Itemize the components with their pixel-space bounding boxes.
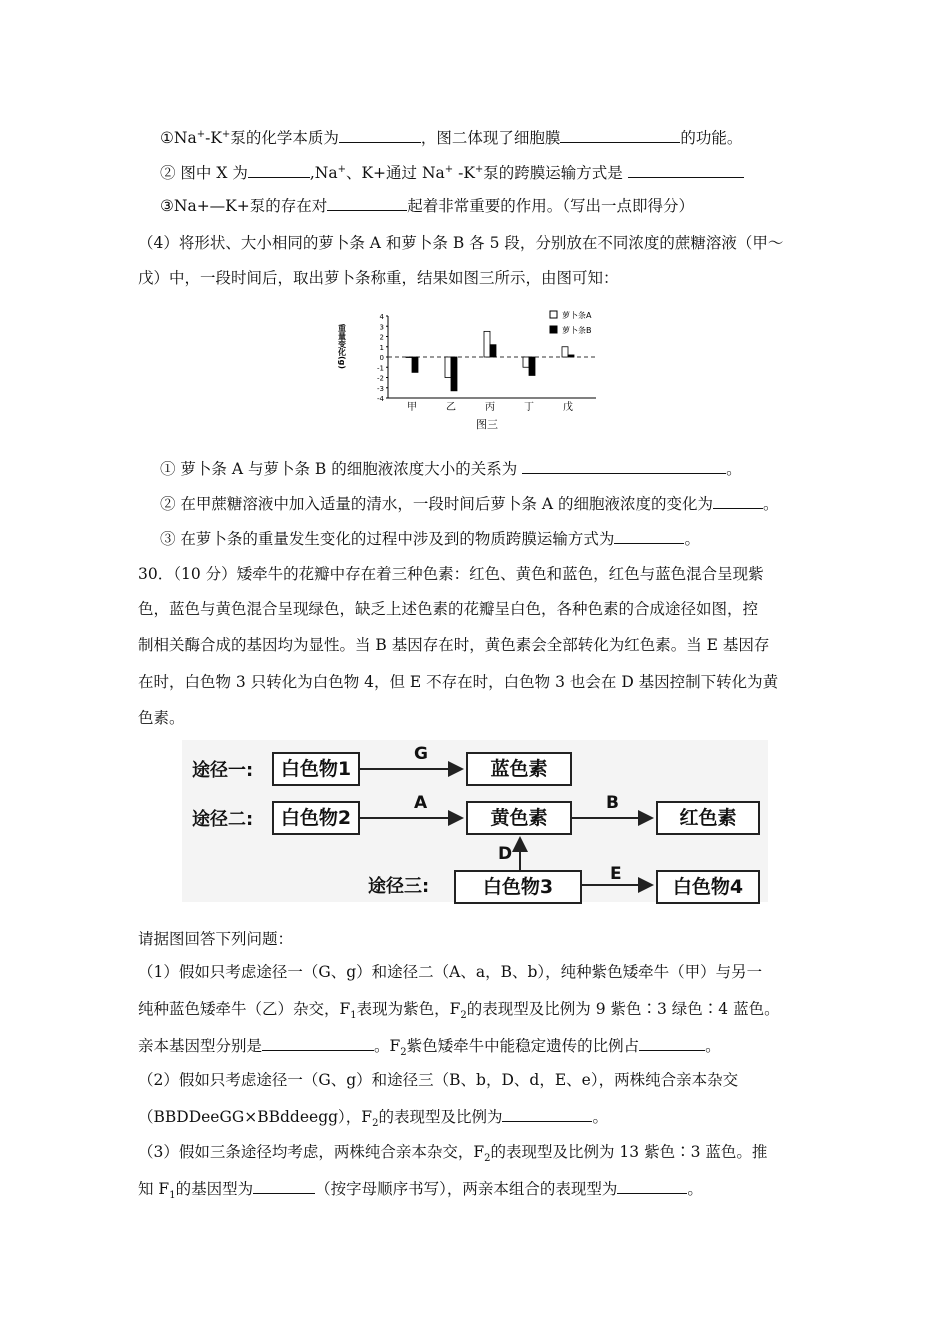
pigment-pathway-diagram bbox=[182, 740, 768, 902]
question-3-line-3: ③Na+—K+泵的存在对 起着非常重要的作用。（写出一点即得分） bbox=[160, 197, 695, 215]
legend-swatch-b bbox=[550, 326, 557, 333]
question-3-line-1: ①Na+-K+泵的化学本质为 ，图二体现了细胞膜 的功能。 bbox=[160, 129, 743, 148]
bar-b-3 bbox=[529, 357, 535, 375]
instruction: 请据图回答下列问题： bbox=[138, 930, 294, 948]
pathway-3-label: 途径三: bbox=[368, 876, 430, 897]
answer-blank[interactable] bbox=[253, 1178, 315, 1194]
box-yellow-pigment: 黄色素 bbox=[466, 801, 572, 835]
pathway-1-label: 途径一: bbox=[192, 760, 254, 781]
x-tick-label: 丙 bbox=[485, 402, 495, 413]
bar-a-0 bbox=[406, 357, 412, 358]
answer-blank[interactable] bbox=[339, 127, 421, 143]
box-white-substance-4: 白色物4 bbox=[656, 870, 760, 904]
enzyme-label-b: B bbox=[606, 793, 619, 813]
question-4-sub-2: ② 在甲蔗糖溶液中加入适量的清水，一段时间后萝卜条 A 的细胞液浓度的变化为 。 bbox=[160, 495, 779, 513]
sub-1-line-1: （1）假如只考虑途径一（G、g）和途径二（A、a，B、b），纯种紫色矮牵牛（甲）与另一 bbox=[138, 963, 763, 981]
sub-3-line-1: （3）假如三条途径均考虑，两株纯合亲本杂交，$F_2$的表现型及比例为 13 紫色∶3 蓝色。推 bbox=[138, 1143, 768, 1165]
y-tick-label: 1 bbox=[379, 343, 384, 352]
answer-blank[interactable] bbox=[522, 458, 726, 474]
y-tick-label: -2 bbox=[377, 374, 384, 383]
enzyme-label-g: G bbox=[414, 744, 428, 764]
sub-2-line-1: （2）假如只考虑途径一（G、g）和途径三（B、b，D、d，E、e），两株纯合亲本杂交 bbox=[138, 1071, 739, 1089]
bar-a-4 bbox=[562, 347, 568, 357]
enzyme-label-a: A bbox=[414, 793, 428, 813]
x-tick-label: 戊 bbox=[563, 402, 573, 413]
answer-blank[interactable] bbox=[560, 127, 680, 143]
bar-b-4 bbox=[568, 355, 574, 357]
question-30-line-4: 在时，白色物 3 只转化为白色物 4，但 E 不存在时，白色物 3 也会在 D 基因控制下转化为黄 bbox=[138, 673, 779, 691]
question-30-line-2: 色，蓝色与黄色混合呈现绿色，缺乏上述色素的花瓣呈白色，各种色素的合成途径如图，控 bbox=[138, 600, 759, 618]
answer-blank[interactable] bbox=[614, 528, 684, 544]
y-tick-label: -1 bbox=[377, 364, 384, 373]
bar-a-1 bbox=[445, 357, 451, 378]
y-tick-label: -4 bbox=[377, 395, 384, 403]
sub-1-line-2: 纯种蓝色矮牵牛（乙）杂交，$F_1$表现为紫色，$F_2$的表现型及比例为 9 紫色∶3 绿色∶4 蓝色。 bbox=[138, 1000, 780, 1022]
x-tick-label: 丁 bbox=[524, 402, 534, 413]
x-tick-label: 甲 bbox=[407, 402, 417, 413]
legend-label-a: 萝卜条A bbox=[562, 311, 592, 320]
answer-blank[interactable] bbox=[713, 493, 763, 509]
question-4-sub-1: ① 萝卜条 A 与萝卜条 B 的细胞液浓度大小的关系为 。 bbox=[160, 460, 742, 478]
sub-1-line-3: 亲本基因型分别是 。$F_2$紫色矮牵牛中能稳定遗传的比例占 。 bbox=[138, 1037, 721, 1059]
question-30-line-3: 制相关酶合成的基因均为显性。当 B 基因存在时，黄色素会全部转化为红色素。当 E 基因存 bbox=[138, 636, 770, 654]
box-white-substance-3: 白色物3 bbox=[454, 870, 582, 904]
answer-blank[interactable] bbox=[248, 162, 310, 178]
box-blue-pigment: 蓝色素 bbox=[466, 752, 572, 786]
x-tick-label: 乙 bbox=[446, 402, 456, 413]
y-tick-label: 3 bbox=[379, 323, 384, 332]
box-white-substance-2: 白色物2 bbox=[272, 801, 360, 835]
question-30-line-5: 色素。 bbox=[138, 709, 185, 727]
bar-chart-figure-3 bbox=[336, 304, 636, 434]
answer-blank[interactable] bbox=[262, 1035, 374, 1051]
enzyme-label-d: D bbox=[498, 844, 513, 864]
bar-b-2 bbox=[490, 345, 496, 357]
question-3-line-2: ② 图中 X 为 ,Na+、K+通过 Na+ -K+泵的跨膜运输方式是 bbox=[160, 160, 744, 183]
y-tick-label: -3 bbox=[377, 384, 384, 393]
bar-a-2 bbox=[484, 331, 490, 357]
box-white-substance-1: 白色物1 bbox=[272, 752, 360, 786]
question-4-line-2: 戊）中，一段时间后，取出萝卜条称重，结果如图三所示，由图可知： bbox=[138, 269, 619, 287]
answer-blank[interactable] bbox=[327, 195, 407, 211]
bar-b-0 bbox=[412, 357, 418, 372]
answer-blank[interactable] bbox=[628, 162, 744, 178]
answer-blank[interactable] bbox=[502, 1106, 592, 1122]
bar-b-1 bbox=[451, 357, 457, 391]
enzyme-label-e: E bbox=[610, 864, 622, 884]
y-axis-label: 重量变化(g) bbox=[337, 324, 347, 370]
sub-2-line-2: （BBDDeeGG×BBddeegg），$F_2$的表现型及比例为 。 bbox=[138, 1108, 608, 1130]
y-tick-label: 4 bbox=[379, 313, 384, 321]
bar-a-3 bbox=[523, 357, 529, 367]
question-30-line-1: 30．（10 分）矮牵牛的花瓣中存在着三种色素：红色、黄色和蓝色，红色与蓝色混合呈现紫 bbox=[138, 565, 764, 583]
answer-blank[interactable] bbox=[639, 1035, 705, 1051]
y-tick-label: 2 bbox=[379, 333, 384, 342]
question-4-sub-3: ③ 在萝卜条的重量发生变化的过程中涉及到的物质跨膜运输方式为 。 bbox=[160, 530, 700, 548]
sub-3-line-2: 知 $F_1$的基因型为 （按字母顺序书写），两亲本组合的表现型为 。 bbox=[138, 1180, 703, 1202]
chart-caption: 图三 bbox=[476, 418, 498, 431]
answer-blank[interactable] bbox=[617, 1178, 687, 1194]
question-4-line-1: （4）将形状、大小相同的萝卜条 A 和萝卜条 B 各 5 段，分别放在不同浓度的蔗糖溶液（甲～ bbox=[138, 234, 784, 252]
y-tick-label: 0 bbox=[379, 354, 384, 362]
box-red-pigment: 红色素 bbox=[656, 801, 760, 835]
pathway-2-label: 途径二: bbox=[192, 809, 254, 830]
legend-swatch-a bbox=[550, 311, 557, 318]
legend-label-b: 萝卜条B bbox=[562, 326, 592, 335]
